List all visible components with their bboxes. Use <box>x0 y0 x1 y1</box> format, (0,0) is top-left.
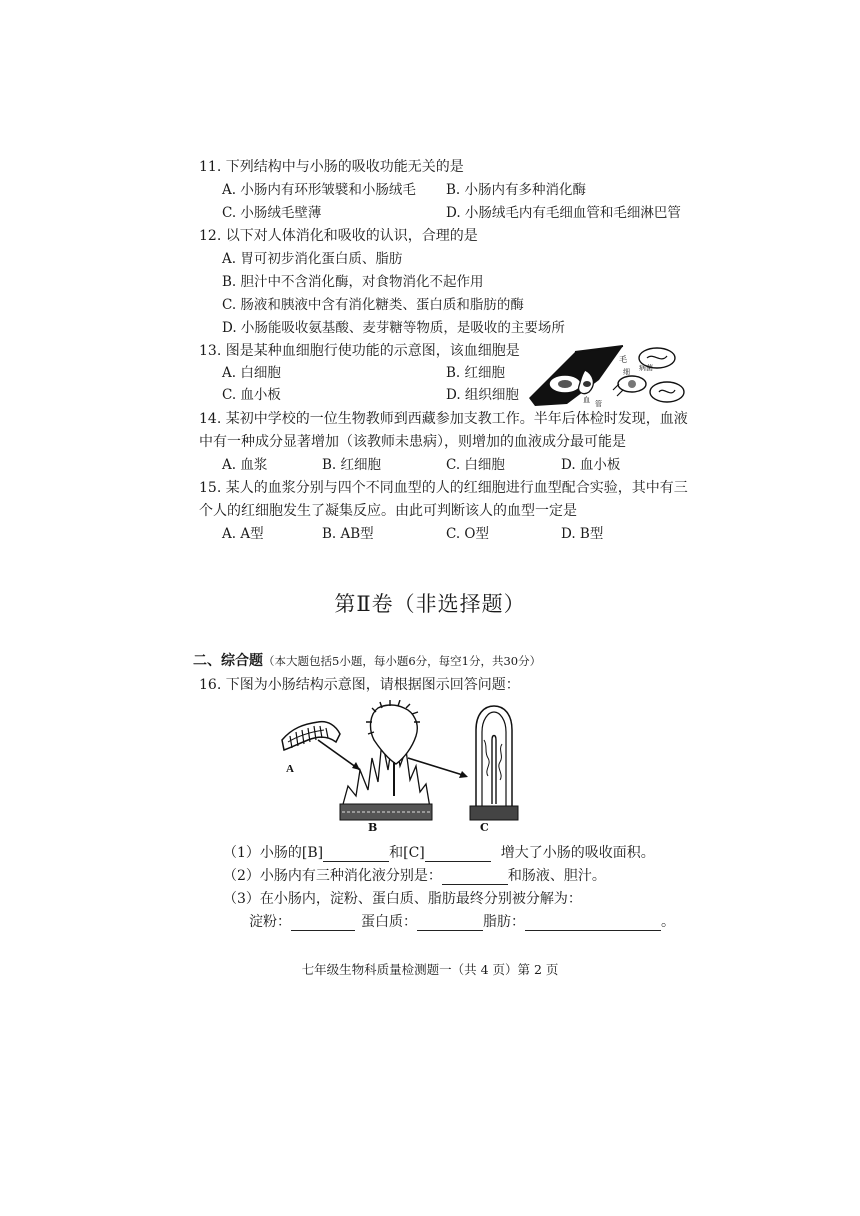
q13-option-d: D. 组织细胞 <box>446 387 519 403</box>
figure-label-xi: 细 <box>623 368 630 376</box>
q16-part1-post: 增大了小肠的吸收面积。 <box>500 845 655 861</box>
q16-blank-digestive-juice[interactable] <box>442 870 508 885</box>
q16-part3: （3）在小肠内，淀粉、蛋白质、脂肪最终分别被分解为： <box>223 891 582 907</box>
figure-label-c: C <box>480 821 489 832</box>
q16-starch-label: 淀粉： <box>249 914 291 930</box>
q11-stem: 11. 下列结构中与小肠的吸收功能无关的是 <box>199 159 464 175</box>
q16-part1-mid: 和[C] <box>389 845 425 861</box>
q16-protein-label: 蛋白质： <box>361 914 417 930</box>
section-2-title: 第Ⅱ卷（非选择题） <box>334 592 526 616</box>
q15-option-c: C. O型 <box>446 526 489 542</box>
q15-stem-line2: 个人的红细胞发生了凝集反应。由此可判断该人的血型一定是 <box>199 503 577 519</box>
q16-part3-end: 。 <box>661 914 675 930</box>
q12-option-b: B. 胆汁中不含消化酶，对食物消化不起作用 <box>222 274 484 290</box>
q16-blank-c[interactable] <box>425 847 491 862</box>
q13-stem: 13. 图是某种血细胞行使功能的示意图，该血细胞是 <box>199 343 520 359</box>
q16-blank-protein[interactable] <box>417 916 483 931</box>
q16-part1 <box>223 844 655 862</box>
q14-stem-line2: 中有一种成分显著增加（该教师未患病），则增加的血液成分最可能是 <box>199 434 626 450</box>
q11-option-a: A. 小肠内有环形皱襞和小肠绒毛 <box>222 182 416 198</box>
q11-option-c: C. 小肠绒毛壁薄 <box>222 205 322 221</box>
q16-part1-pre: （1）小肠的[B] <box>223 845 324 861</box>
q12-stem: 12. 以下对人体消化和吸收的认识，合理的是 <box>199 228 478 244</box>
q16-part2-pre: （2）小肠内有三种消化液分别是： <box>223 868 442 884</box>
q16-part2-post: 和肠液、胆汁。 <box>507 868 606 884</box>
q13-option-a: A. 白细胞 <box>222 365 281 381</box>
small-intestine-diagram <box>278 700 528 832</box>
figure-label-b: B <box>368 821 378 832</box>
blood-cell-diagram <box>527 340 692 408</box>
page-footer: 七年级生物科质量检测题一（共 4 页）第 2 页 <box>301 962 559 977</box>
q14-option-c: C. 白细胞 <box>446 457 505 473</box>
q16-blank-starch[interactable] <box>291 916 355 931</box>
q16-blank-fat[interactable] <box>525 916 661 931</box>
q16-stem: 16. 下图为小肠结构示意图，请根据图示回答问题： <box>199 677 520 693</box>
q16-part2 <box>223 867 606 885</box>
blood-cell-figure <box>527 340 692 408</box>
q12-option-a: A. 胃可初步消化蛋白质、脂肪 <box>222 251 403 267</box>
figure-label-guan: 管 <box>595 400 602 408</box>
q16-part3-answers <box>249 913 675 931</box>
q16-fat-label: 脂肪： <box>483 914 525 930</box>
figure-label-xue: 血 <box>583 396 590 404</box>
q14-option-b: B. 红细胞 <box>322 457 382 473</box>
q15-option-a: A. A型 <box>222 526 264 542</box>
figure-label-mao: 毛 <box>619 355 627 364</box>
q13-option-c: C. 血小板 <box>222 387 281 403</box>
figure-label-bacteria: 病菌 <box>639 364 653 372</box>
q15-option-d: D. B型 <box>561 526 604 542</box>
q16-blank-b[interactable] <box>323 847 389 862</box>
small-intestine-figure <box>278 700 528 832</box>
q15-stem-line1: 15. 某人的血浆分别与四个不同血型的人的红细胞进行血型配合实验，其中有三 <box>199 480 688 496</box>
q11-option-b: B. 小肠内有多种消化酶 <box>446 182 587 198</box>
section-2-heading-label: 二、综合题 <box>193 653 263 669</box>
section-2-heading <box>193 652 541 670</box>
q13-option-b: B. 红细胞 <box>446 365 506 381</box>
q11-option-d: D. 小肠绒毛内有毛细血管和毛细淋巴管 <box>446 205 681 221</box>
q15-option-b: B. AB型 <box>322 526 374 542</box>
q14-stem-line1: 14. 某初中学校的一位生物教师到西藏参加支教工作。半年后体检时发现，血液 <box>199 411 688 427</box>
figure-label-a: A <box>286 763 294 775</box>
q12-option-c: C. 肠液和胰液中含有消化糖类、蛋白质和脂肪的酶 <box>222 297 524 313</box>
section-2-heading-note: （本大题包括5小题，每小题6分，每空1分，共30分） <box>263 654 542 668</box>
q12-option-d: D. 小肠能吸收氨基酸、麦芽糖等物质，是吸收的主要场所 <box>222 320 565 336</box>
q14-option-a: A. 血浆 <box>222 457 268 473</box>
q14-option-d: D. 血小板 <box>561 457 621 473</box>
